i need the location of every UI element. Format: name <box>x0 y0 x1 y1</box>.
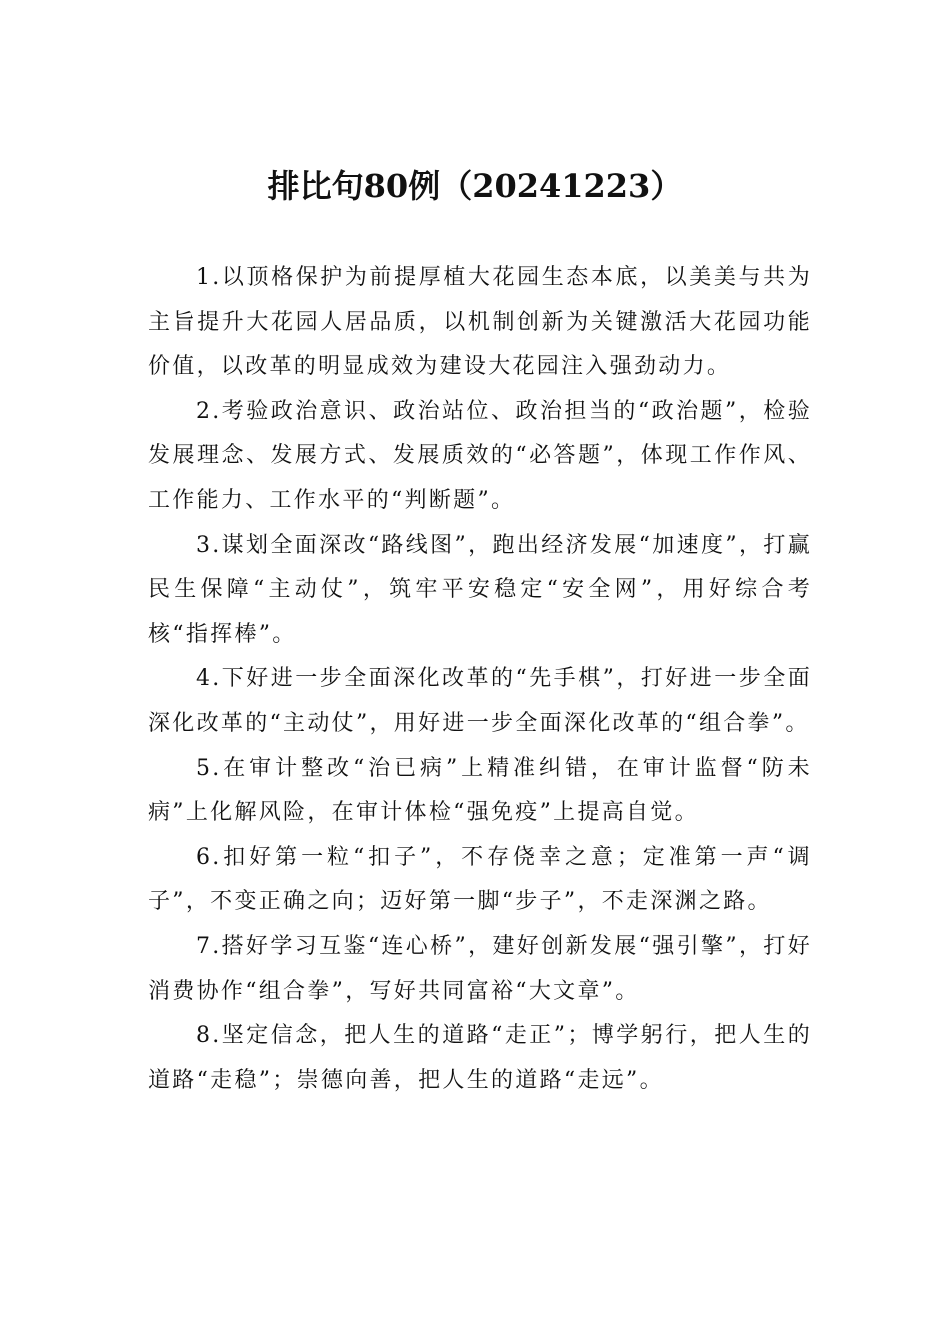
paragraph-2: 2.考验政治意识、政治站位、政治担当的“政治题”，检验发展理念、发展方式、发展质效的“必答题”，体现工作作风、工作能力、工作水平的“判断题”。 <box>148 398 812 513</box>
paragraph-3: 3.谋划全面深改“路线图”，跑出经济发展“加速度”，打赢民生保障“主动仗”，筑牢平安稳定“安全网”，用好综合考核“指挥棒”。 <box>148 532 812 647</box>
paragraph-5: 5.在审计整改“治已病”上精准纠错，在审计监督“防未病”上化解风险，在审计体检“强免疫”上提高自觉。 <box>148 755 812 826</box>
paragraph-4: 4.下好进一步全面深化改革的“先手棋”，打好进一步全面深化改革的“主动仗”，用好进一步全面深化改革的“组合拳”。 <box>148 666 812 736</box>
paragraph-7: 7.搭好学习互鉴“连心桥”，建好创新发展“强引擎”，打好消费协作“组合拳”，写好共同富裕“大文章”。 <box>148 933 812 1004</box>
paragraph-6: 6.扣好第一粒“扣子”，不存侥幸之意；定准第一声“调子”，不变正确之向；迈好第一脚“步子”，不走深渊之路。 <box>148 844 812 915</box>
paragraph-8: 8.坚定信念，把人生的道路“走正”；博学躬行，把人生的道路“走稳”；崇德向善，把人生的道路“走远”。 <box>148 1023 812 1093</box>
document-title: 排比句80例（20241223） <box>267 167 683 205</box>
paragraph-1: 1.以顶格保护为前提厚植大花园生态本底，以美美与共为主旨提升大花园人居品质，以机制创新为关键激活大花园功能价值，以改革的明显成效为建设大花园注入强劲动力。 <box>148 265 812 380</box>
document-body <box>148 256 812 1103</box>
